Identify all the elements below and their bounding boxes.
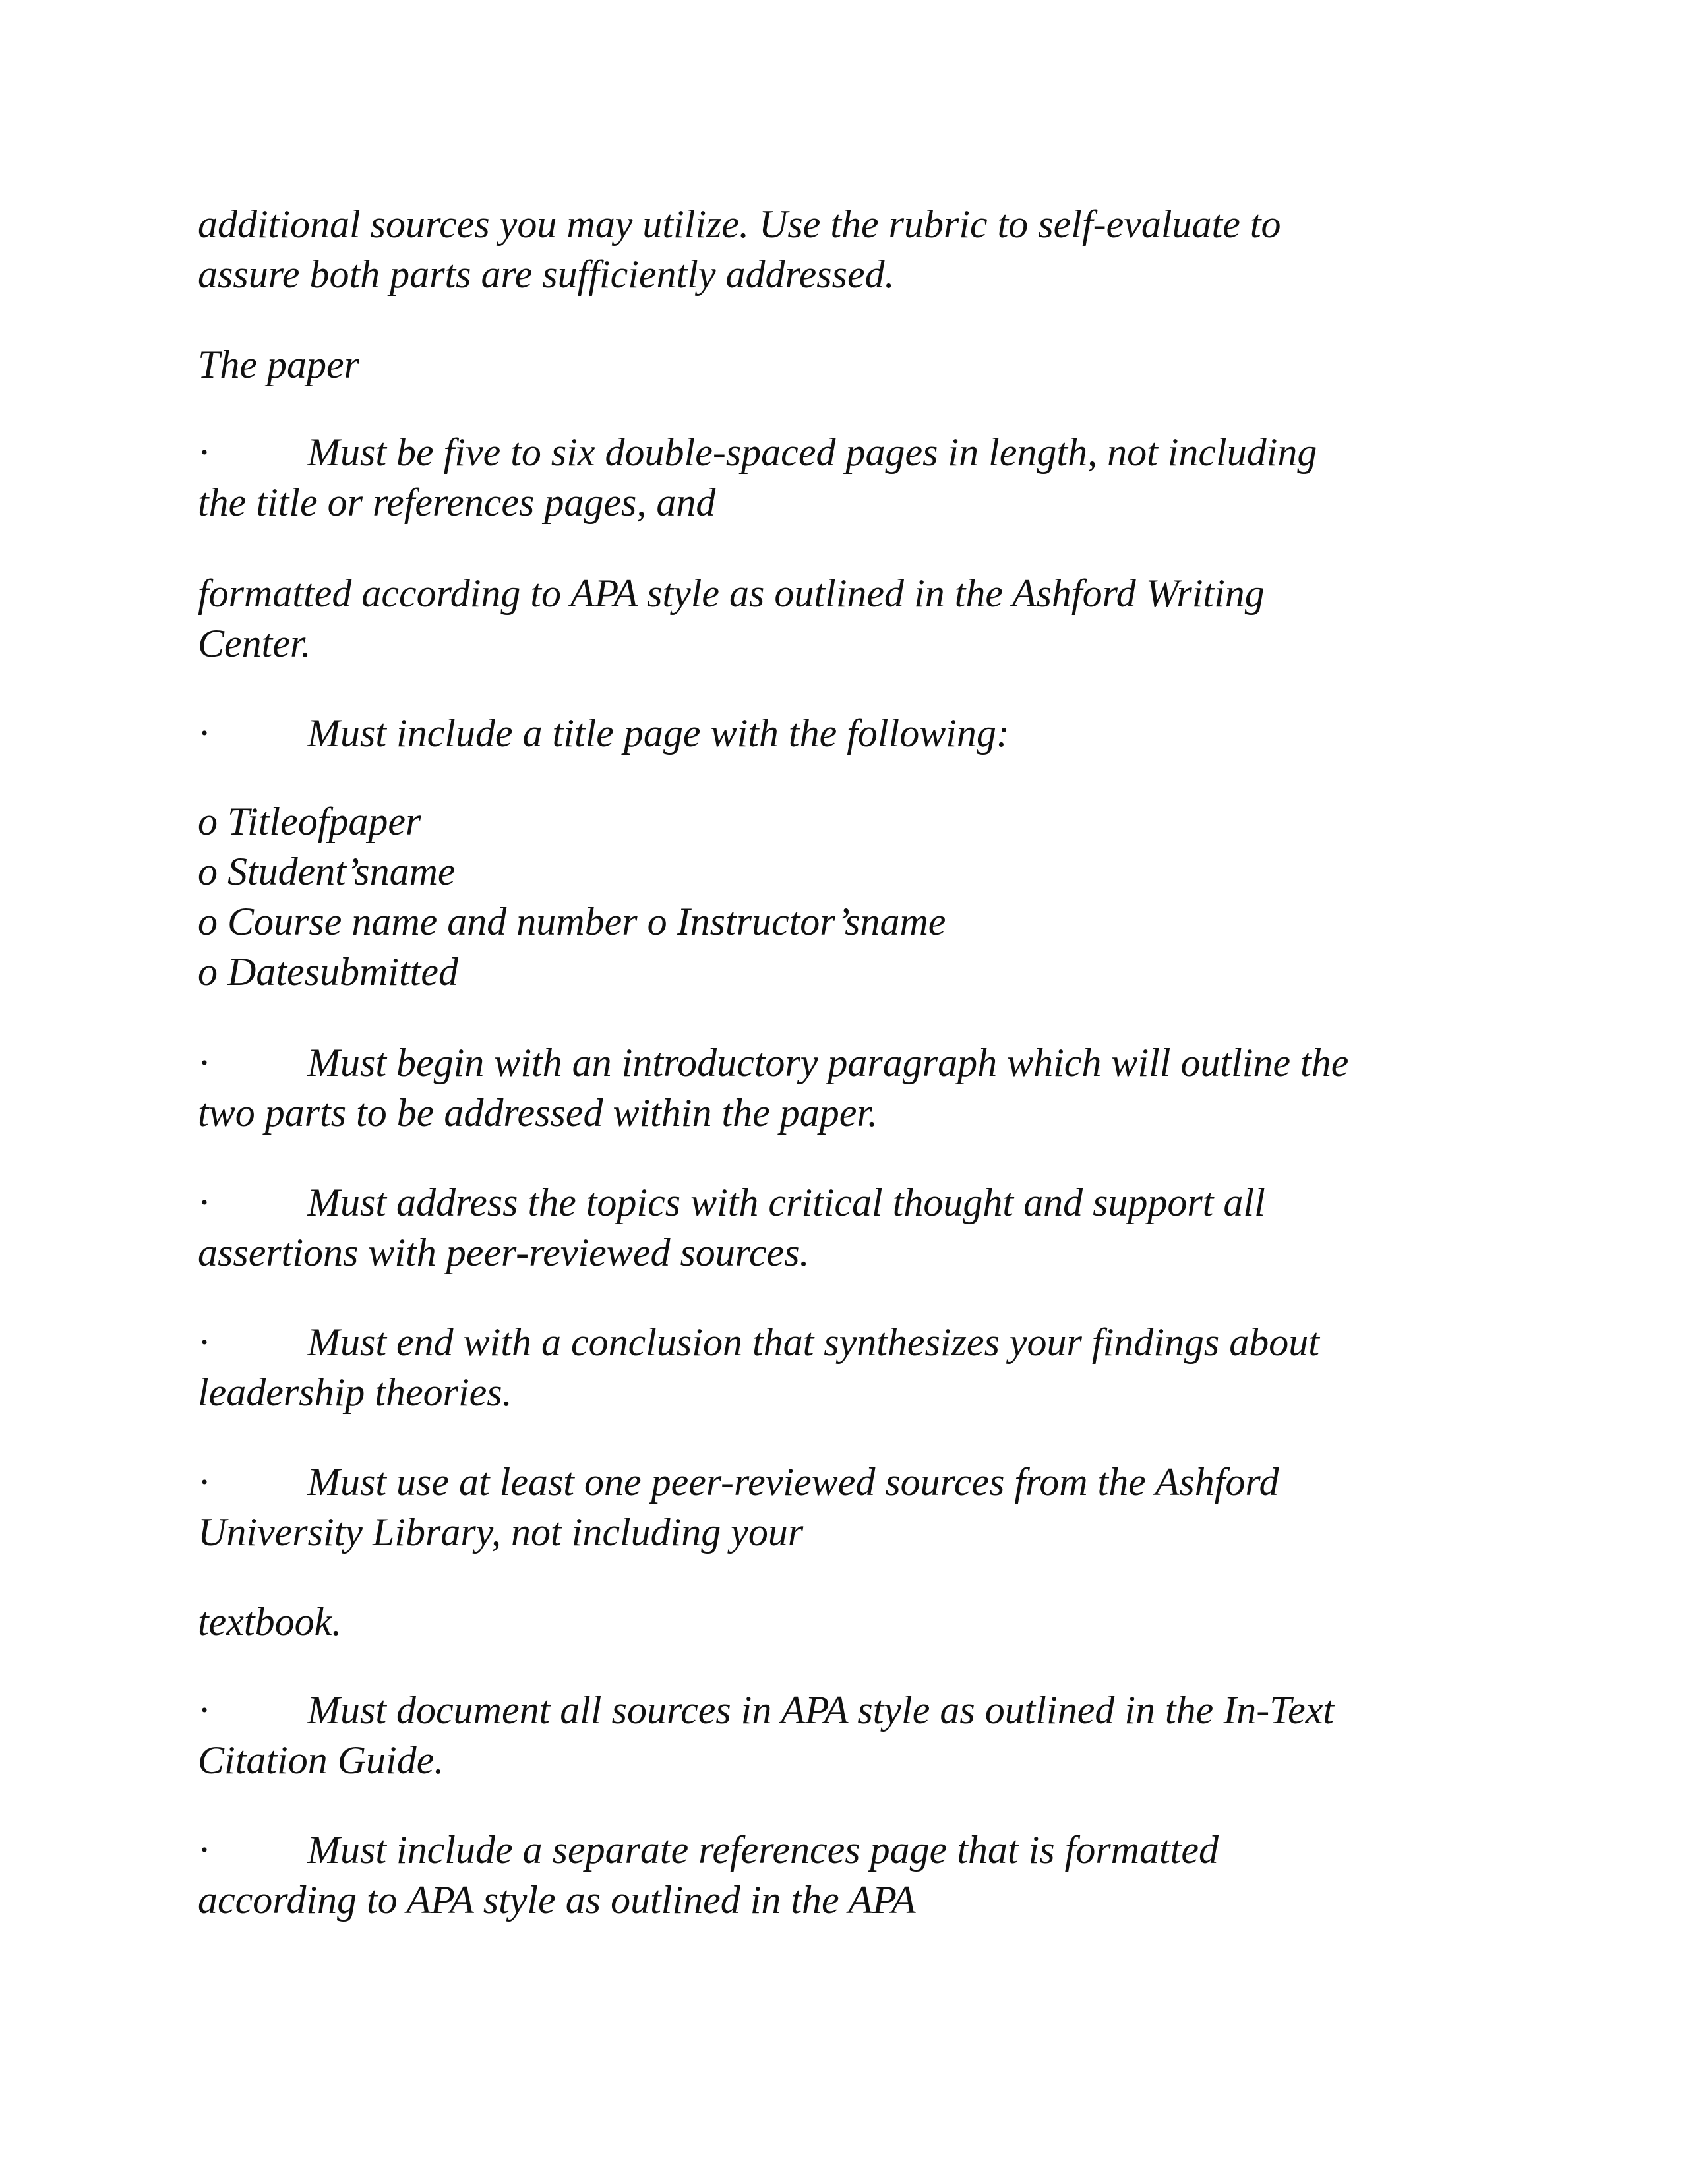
sublist-item: o Course name and number o Instructor’sname xyxy=(198,900,946,943)
intro-paragraph xyxy=(198,199,1517,299)
formatting-paragraph xyxy=(198,568,1517,668)
textbook-paragraph xyxy=(198,1597,1517,1647)
title-page-sublist xyxy=(198,796,1517,997)
critical-line-1: Must address the topics with critical thought and support all xyxy=(307,1181,1265,1224)
bullet-icon: · xyxy=(198,1320,211,1364)
title-page-text: Must include a title page with the following: xyxy=(307,711,1010,755)
the-paper-text: The paper xyxy=(198,343,359,386)
critical-line-2: assertions with peer-reviewed sources. xyxy=(198,1231,810,1274)
bullet-icon: · xyxy=(198,1688,211,1732)
bullet-icon: · xyxy=(198,1041,211,1084)
sublist-item: o Datesubmitted xyxy=(198,950,458,993)
formatted-line-2: Center. xyxy=(198,622,311,665)
intro-line-2: assure both parts are sufficiently addressed. xyxy=(198,252,895,296)
document-line-1: Must document all sources in APA style as outlined in the In-Text xyxy=(307,1688,1335,1732)
bullet-icon: · xyxy=(198,430,211,474)
intro-item-line-2: two parts to be addressed within the paper. xyxy=(198,1091,878,1135)
bullet-icon: · xyxy=(198,1460,211,1504)
references-line-1: Must include a separate references page that is formatted xyxy=(307,1828,1219,1872)
introductory-paragraph-item xyxy=(198,1038,1517,1138)
sources-line-1: Must use at least one peer-reviewed sources from the Ashford xyxy=(307,1460,1279,1504)
bullet-icon: · xyxy=(198,1181,211,1224)
conclusion-item xyxy=(198,1317,1517,1417)
sublist-item: o Titleofpaper xyxy=(198,800,421,843)
sources-item xyxy=(198,1457,1517,1557)
intro-line-1: additional sources you may utilize. Use the rubric to self-evaluate to xyxy=(198,202,1281,246)
document-line-2: Citation Guide. xyxy=(198,1738,444,1782)
conclusion-line-1: Must end with a conclusion that synthesizes your findings about xyxy=(307,1320,1319,1364)
references-line-2: according to APA style as outlined in the APA xyxy=(198,1878,916,1922)
bullet-icon: · xyxy=(198,1828,211,1872)
length-line-2: the title or references pages, and xyxy=(198,481,716,524)
references-page-item xyxy=(198,1825,1517,1925)
textbook-text: textbook. xyxy=(198,1600,342,1643)
document-sources-item xyxy=(198,1685,1517,1785)
length-line-1: Must be five to six double-spaced pages in length, not including xyxy=(307,430,1317,474)
bullet-icon: · xyxy=(198,711,211,755)
the-paper-heading xyxy=(198,339,1517,390)
length-requirement-item xyxy=(198,427,1517,527)
formatted-line-1: formatted according to APA style as outlined in the Ashford Writing xyxy=(198,572,1265,615)
sources-line-2: University Library, not including your xyxy=(198,1510,804,1554)
intro-item-line-1: Must begin with an introductory paragraph which will outline the xyxy=(307,1041,1349,1084)
sublist-item: o Student’sname xyxy=(198,850,456,893)
conclusion-line-2: leadership theories. xyxy=(198,1371,512,1414)
title-page-item xyxy=(198,708,1517,758)
critical-thought-item xyxy=(198,1177,1517,1278)
